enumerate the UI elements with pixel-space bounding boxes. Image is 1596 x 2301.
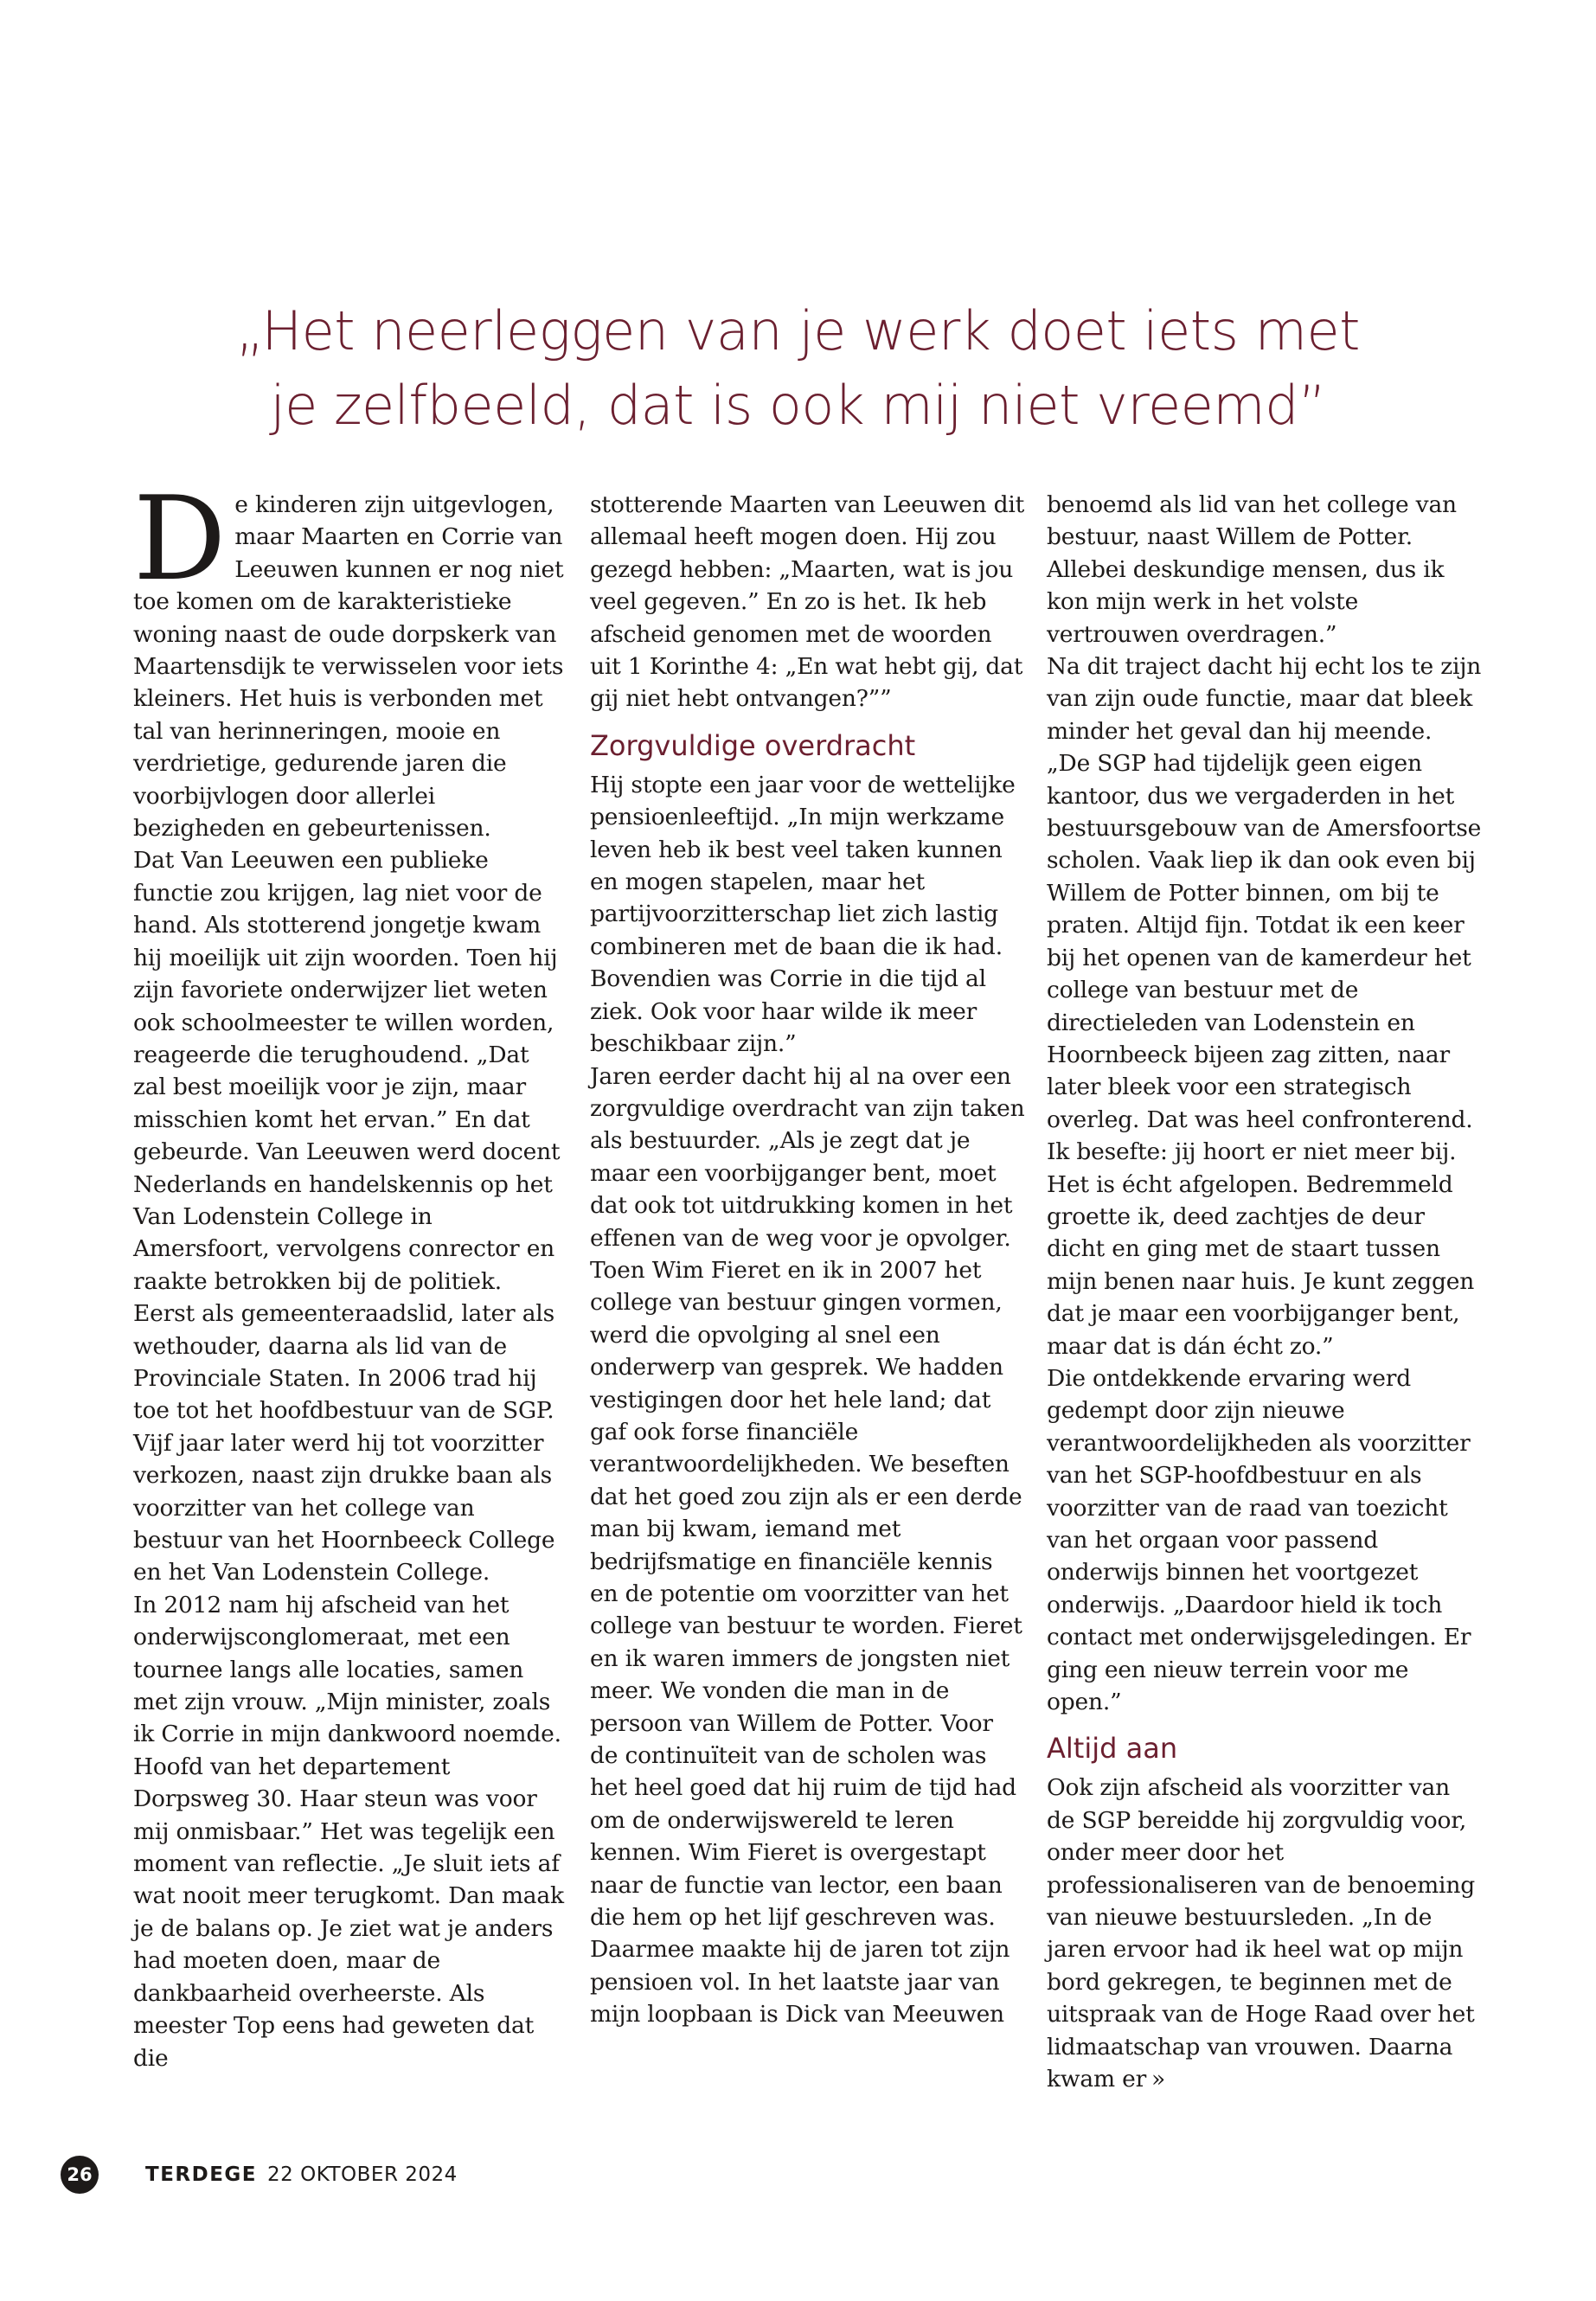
pull-quote-line: je zelfbeeld, dat is ook mij niet vreemd” <box>270 374 1326 437</box>
paragraph: Jaren eerder dacht hij al na over een zorgvuldige overdracht van zijn taken als bestuurder. „Als je zegt dat je maar een voorbijganger bent, moet dat ook tot uitdrukking komen in het effenen van de weg voor je opvolger. Toen Wim Fieret en ik in 2007 het college van bestuur gingen vormen, werd die opvolging al snel een onderwerp van gesprek. We hadden vestigingen door het hele land; dat gaf ook forse financiële verantwoordelijkheden. We beseften dat het goed zou zijn als er een derde man bij kwam, iemand met bedrijfsmatige en financiële kennis en de potentie om voorzitter van het college van bestuur te worden. Fieret en ik waren immers de jongsten niet meer. We vonden die man in de persoon van Willem de Potter. Voor de continuïteit van de scholen was het heel goed dat hij ruim de tijd had om de onderwijswereld te leren kennen. Wim Fieret is overgestapt naar de functie van lector, een baan die hem op het lijf geschreven was. Daarmee maakte hij de jaren tot zijn pensioen vol. In het laatste jaar van mijn loopbaan is Dick van Meeuwen <box>590 1062 1025 2029</box>
continue-arrow-icon: » <box>1151 2066 1166 2093</box>
section-heading: Altijd aan <box>1047 1732 1178 1766</box>
paragraph: benoemd als lid van het college van bestuur, naast Willem de Potter. Allebei deskundige mensen, dus ik kon mijn werk in het volste vertrouwen overdragen.” <box>1047 491 1457 648</box>
page-footer <box>61 2154 458 2195</box>
dropcap: D <box>133 471 227 606</box>
paragraph: Hij stopte een jaar voor de wettelijke pensioenleeftijd. „In mijn werkzame leven heb ik best veel taken kunnen en mogen stapelen, maar het partijvoorzitterschap liet zich lastig combineren met de baan die ik had. Bovendien was Corrie in die tijd al ziek. Ook voor haar wilde ik meer beschikbaar zijn.” <box>590 771 1016 1058</box>
paragraph <box>1047 1772 1482 2095</box>
paragraph: Na dit traject dacht hij echt los te zijn van zijn oude functie, maar dat bleek minder het geval dan hij meende. „De SGP had tijdelijk geen eigen kantoor, dus we vergaderden in het bestuursgebouw van de Amersfoortse scholen. Vaak liep ik dan ook even bij Willem de Potter binnen, om bij te praten. Altijd fijn. Totdat ik een keer bij het openen van de kamerdeur het college van bestuur met de directieleden van Lodenstein en Hoornbeeck bijeen zag zitten, naar later bleek voor een strategisch overleg. Dat was heel confronterend. Ik besefte: jij hoort er niet meer bij. Het is écht afgelopen. Bedremmeld groette ik, deed zachtjes de deur dicht en ging met de staart tussen mijn benen naar huis. Je kunt zeggen dat je maar een voorbijganger bent, maar dat is dán écht zo.” <box>1047 653 1482 1360</box>
magazine-name: TERDEGE <box>145 2163 258 2186</box>
pull-quote <box>208 294 1388 443</box>
paragraph: Dat Van Leeuwen een publieke functie zou krijgen, lag niet voor de hand. Als stotterend jongetje kwam hij moeilijk uit zijn woorden. Toen hij zijn favoriete onderwijzer liet weten ook schoolmeester te willen worden, reageerde die terughoudend. „Dat zal best moeilijk voor je zijn, maar misschien komt het ervan.” En dat gebeurde. Van Leeuwen werd docent Nederlands en handelskennis op het Van Lodenstein College in Amersfoort, vervolgens conrector en raakte betrokken bij de politiek. Eerst als gemeenteraadslid, later als wethouder, daarna als lid van de Provinciale Staten. In 2006 trad hij toe tot het hoofdbestuur van de SGP. Vijf jaar later werd hij tot voorzitter verkozen, naast zijn drukke baan als voorzitter van het college van bestuur van het Hoornbeeck College en het Van Lodenstein College. <box>133 847 561 1586</box>
article-column-2 <box>590 489 1025 2031</box>
page-number: 26 <box>61 2156 99 2194</box>
paragraph: Die ontdekkende ervaring werd gedempt door zijn nieuwe verantwoordelijkheden als voorzitter van het SGP-hoofdbestuur en als voorzitter van de raad van toezicht van het orgaan voor passend onderwijs binnen het voortgezet onderwijs. „Daardoor hield ik toch contact met onderwijsgeledingen. Er ging een nieuw terrein voor me open.” <box>1047 1364 1471 1716</box>
intro-paragraph <box>133 471 568 844</box>
article-column-3 <box>1047 489 1482 2096</box>
issue-date: 22 OKTOBER 2024 <box>267 2163 458 2186</box>
paragraph: In 2012 nam hij afscheid van het onderwijsconglomeraat, met een tournee langs alle locaties, samen met zijn vrouw. „Mijn minister, zoals ik Corrie in mijn dankwoord noemde. Hoofd van het departement Dorpsweg 30. Haar steun was voor mij onmisbaar.” Het was tegelijk een moment van reflectie. „Je sluit iets af wat nooit meer terugkomt. Dan maak je de balans op. Je ziet wat je anders had moeten doen, maar de dankbaarheid overheerste. Als meester Top eens had geweten dat die <box>133 1591 564 2072</box>
paragraph-text: e kinderen zijn uitgevlogen, maar Maarten en Corrie van Leeuwen kunnen er nog niet toe komen om de karakteristieke woning naast de oude dorpskerk van Maartensdijk te verwisselen voor iets kleiners. Het huis is verbonden met tal van herinneringen, mooie en verdrietige, gedurende jaren die voorbijvlogen door allerlei bezigheden en gebeurtenissen. <box>133 491 564 843</box>
paragraph-text: Ook zijn afscheid als voorzitter van de SGP bereidde hij zorgvuldig voor, onder meer door het professionaliseren van de benoeming van nieuwe bestuursleden. „In de jaren ervoor had ik heel wat op mijn bord gekregen, te beginnen met de uitspraak van de Hoge Raad over het lidmaatschap van vrouwen. Daarna kwam er <box>1047 1774 1475 2093</box>
pull-quote-line: „Het neerleggen van je werk doet iets met <box>236 299 1360 362</box>
paragraph: stotterende Maarten van Leeuwen dit allemaal heeft mogen doen. Hij zou gezegd hebben: „Maarten, wat is jou veel gegeven.” En zo is het. Ik heb afscheid genomen met de woorden uit 1 Korinthe 4: „En wat hebt gij, dat gij niet hebt ontvangen?”” <box>590 491 1025 713</box>
section-heading: Zorgvuldige overdracht <box>590 728 916 762</box>
article-column-1 <box>133 471 568 2074</box>
